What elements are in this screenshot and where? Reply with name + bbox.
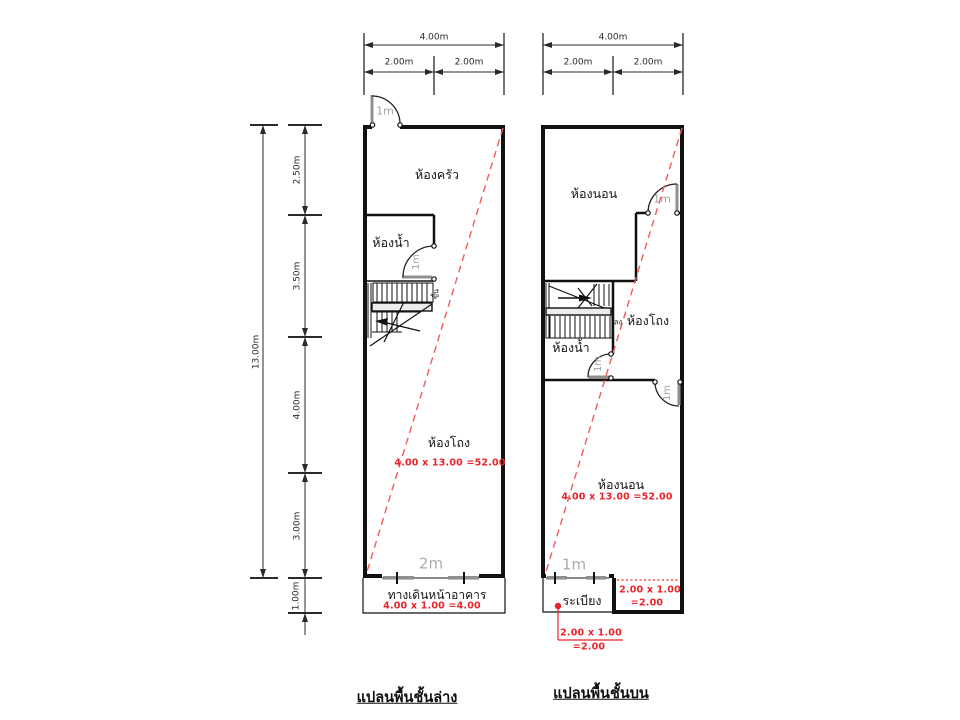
upper-floor-stairs xyxy=(546,283,612,338)
upper-bathroom-label: ห้องน้ำ xyxy=(552,339,590,355)
upper-bedroom-front-label: ห้องนอน xyxy=(570,185,618,201)
dim-seg-2: 3.50m xyxy=(292,261,303,291)
ground-floor-stairs xyxy=(368,283,433,346)
upper-bath-door-label: 1m xyxy=(593,355,604,373)
dim-width-total-left: 4.00m xyxy=(419,32,449,43)
dim-seg-3: 4.00m xyxy=(292,390,303,420)
dim-seg-1: 2.50m xyxy=(292,155,303,185)
upper-overhang-calc-1: 2.00 x 1.00 xyxy=(619,584,681,596)
dim-width-half-right-2: 2.00m xyxy=(633,57,663,68)
ground-bathroom-label: ห้องน้ำ xyxy=(372,234,410,250)
upper-stair-direction-label: ลง xyxy=(613,317,623,327)
ground-bath-door-label: 1m xyxy=(411,253,422,271)
ground-floor-title: แปลนพื้นชั้นล่าง xyxy=(356,689,458,706)
ground-kitchen-label: ห้องครัว xyxy=(415,166,459,182)
dim-height-total: 13.00m xyxy=(251,334,262,370)
upper-floor-doors xyxy=(547,184,682,584)
ground-hall-area-label: 4.00 x 13.00 =52.00 xyxy=(394,457,506,469)
ground-front-door-label: 2m xyxy=(418,554,444,573)
upper-floor-title: แปลนพื้นชั้นบน xyxy=(553,685,649,702)
dim-width-half-left-2: 2.00m xyxy=(454,57,484,68)
ground-stair-direction-label: ขึ้น xyxy=(431,288,441,300)
upper-bedroom-rear-area-label: 4.00 x 13.00 =52.00 xyxy=(561,491,673,503)
dimension-lines xyxy=(250,33,683,635)
upper-bedroom-front-door-label: 1m xyxy=(653,192,671,206)
ground-floor-walls xyxy=(363,127,505,613)
upper-balcony-label: ระเบียง xyxy=(562,592,602,608)
dim-width-half-right-1: 2.00m xyxy=(563,57,593,68)
upper-bedroom-rear-door-label: 1m xyxy=(662,384,673,402)
dim-seg-4: 3.00m xyxy=(292,511,303,541)
dim-width-total-right: 4.00m xyxy=(598,32,628,43)
upper-balcony-door-label: 1m xyxy=(561,555,587,574)
ground-floor-diagonal xyxy=(366,128,506,575)
upper-hall-label: ห้องโถง xyxy=(626,312,670,328)
ground-walkway-label: ทางเดินหน้าอาคาร xyxy=(387,588,487,602)
upper-balcony-calc-2: =2.00 xyxy=(572,641,606,653)
upper-balcony-calc-1: 2.00 x 1.00 xyxy=(560,627,622,639)
ground-hall-label: ห้องโถง xyxy=(427,434,471,450)
dim-width-half-left-1: 2.00m xyxy=(384,57,414,68)
dim-seg-walkway: 1.00m xyxy=(291,581,302,611)
ground-entry-door-label: 1m xyxy=(376,104,394,118)
upper-overhang-calc-2: =2.00 xyxy=(630,597,664,609)
upper-bedroom-rear-label: ห้องนอน xyxy=(597,476,645,492)
ground-walkway-area-label: 4.00 x 1.00 =4.00 xyxy=(383,600,481,612)
